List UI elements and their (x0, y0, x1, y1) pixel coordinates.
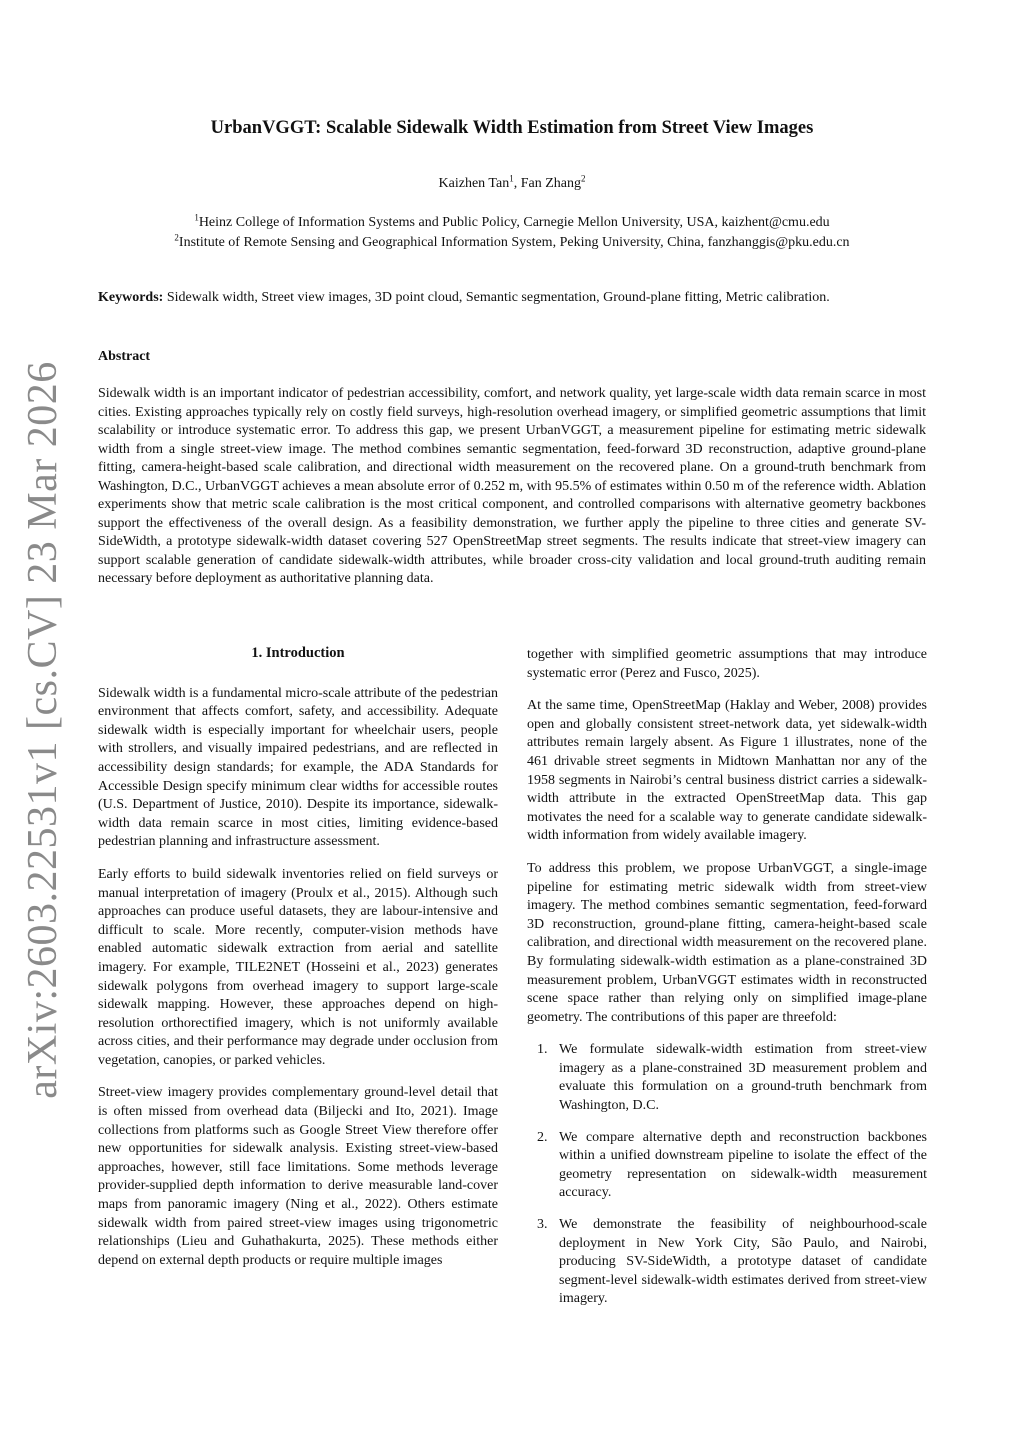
arxiv-identifier: arXiv:2603.22531v1 [cs.CV] 23 Mar 2026 (20, 361, 67, 1099)
author-separator: , (513, 176, 521, 191)
keywords-line (98, 290, 928, 306)
author-line (98, 173, 926, 192)
contributions-list (527, 1041, 927, 1309)
paper-title: UrbanVGGT: Scalable Sidewalk Width Estimation from Street View Images (210, 118, 814, 138)
left-column (98, 644, 498, 1284)
list-text: We demonstrate the feasibility of neighbourhood-scale deployment in New York City, São Paulo, and Nairobi, producing SV-SideWidth, a prototype dataset of candidate segment-level sidewalk-width estimates derived from street-view imagery. (559, 1217, 927, 1307)
list-number: 3. (537, 1217, 548, 1233)
section-heading-introduction: 1. Introduction (251, 645, 345, 661)
affiliation-mark: 1 (194, 212, 199, 223)
keywords-text: Sidewalk width, Street view images, 3D point cloud, Semantic segmentation, Ground-plane fitting, Metric calibration. (163, 290, 830, 305)
arxiv-sidebar-stamp (12, 361, 74, 1099)
paragraph: together with simplified geometric assumptions that may introduce systematic error (Perez and Fusco, 2025). (527, 647, 927, 681)
paragraph: To address this problem, we propose UrbanVGGT, a single-image pipeline for estimating metric sidewalk width from street-view imagery. The method combines semantic segmentation, feed-forward 3D reconstruction, ground-plane fitting, camera-height-based scale calibration, and directional width measurement on the recovered plane. By formulating sidewalk-width estimation as a plane-constrained 3D measurement problem, UrbanVGGT estimates width in reconstructed scene space rather than relying only on simplified image-plane geometry. The contributions of this paper are threefold: (527, 860, 927, 1025)
affiliation-mark: 2 (174, 232, 179, 243)
keywords-label: Keywords: (98, 290, 164, 305)
abstract-text: Sidewalk width is an important indicator of pedestrian accessibility, comfort, and network quality, yet large-scale width data remain scarce in most cities. Existing approaches typically rely on costly field surveys, high-resolution overhead imagery, or simplified geometric assumptions that limit scalability or introduce systematic error. To address this gap, we present UrbanVGGT, a measurement pipeline for estimating metric sidewalk width from a single street-view image. The method combines semantic segmentation, feed-forward 3D reconstruction, adaptive ground-plane fitting, camera-height-based scale calibration, and directional width measurement on the recovered plane. On a ground-truth benchmark from Washington, D.C., UrbanVGGT achieves a mean absolute error of 0.252 m, with 95.5% of estimates within 0.50 m of the reference width. Ablation experiments show that metric scale calibration is the most critical component, and controlled comparisons with alternative geometry backbones support the effectiveness of the overall design. As a feasibility demonstration, we further apply the pipeline to three cities and generate SV-SideWidth, a prototype sidewalk-width dataset covering 527 OpenStreetMap street segments. The results indicate that street-view imagery can support scalable generation of candidate sidewalk-width attributes, while broader cross-city validation and local ground-truth auditing remain necessary before deployment as authoritative planning data. (98, 386, 926, 586)
list-text: We formulate sidewalk-width estimation from street-view imagery as a plane-constrained 3D measurement problem and evaluate this formulation on a ground-truth benchmark from Washington, D.C. (559, 1042, 927, 1114)
author-affil-mark: 1 (509, 173, 514, 184)
list-item (527, 1129, 927, 1203)
affiliation-1 (98, 212, 926, 231)
right-column (527, 646, 927, 1322)
affiliation-text: Heinz College of Information Systems and Public Policy, Carnegie Mellon University, USA, kaizhent@cmu.edu (198, 215, 830, 230)
author-name: Fan Zhang (520, 176, 581, 191)
author-affil-mark: 2 (580, 173, 586, 184)
abstract-heading: Abstract (98, 349, 151, 364)
affiliation-text: Institute of Remote Sensing and Geographical Information System, Peking University, China, fanzhanggis@pku.edu.cn (178, 235, 850, 250)
paragraph: Early efforts to build sidewalk inventories relied on field surveys or manual interpretation of imagery (Proulx et al., 2015). Although such approaches can produce useful datasets, they are labour-intensive and difficult to scale. More recently, computer-vision methods have enabled automatic sidewalk extraction from aerial and satellite imagery. For example, TILE2NET (Hosseini et al., 2023) generates sidewalk polygons from overhead imagery to support large-scale sidewalk mapping. However, these approaches depend on high-resolution orthorectified imagery, which is not uniformly available across cities, and their performance may degrade under occlusion from vegetation, canopies, or parked vehicles. (98, 866, 498, 1068)
list-item (527, 1216, 927, 1309)
list-number: 2. (537, 1129, 548, 1145)
author-name: Kaizhen Tan (438, 176, 510, 191)
list-item (527, 1041, 927, 1115)
affiliation-2 (98, 232, 926, 251)
list-number: 1. (537, 1042, 548, 1058)
paragraph: Sidewalk width is a fundamental micro-scale attribute of the pedestrian environment that affects comfort, safety, and accessibility. Adequate sidewalk width is especially important for wheelchair users, people with strollers, and visually impaired pedestrians, and are reflected in accessibility design standards; for example, the ADA Standards for Accessible Design specify minimum clear widths for accessible routes (U.S. Department of Justice, 2010). Despite its importance, sidewalk-width data remain scarce in most cities, limiting evidence-based pedestrian planning and infrastructure assessment. (98, 685, 498, 850)
list-text: We compare alternative depth and reconstruction backbones within a unified downstream pipeline to isolate the effect of the geometry representation on sidewalk-width measurement accuracy. (559, 1129, 927, 1201)
paragraph: Street-view imagery provides complementary ground-level detail that is often missed from overhead data (Biljecki and Ito, 2021). Image collections from platforms such as Google Street View therefore offer new opportunities for sidewalk analysis. Existing street-view-based approaches, however, still face limitations. Some methods leverage provider-supplied depth information to derive measurable land-cover maps from panoramic imagery (Ning et al., 2022). Others estimate sidewalk width from paired street-view images using trigonometric relationships (Lieu and Guhathakurta, 2025). These methods either depend on external depth products or require multiple images (98, 1085, 498, 1268)
paragraph: At the same time, OpenStreetMap (Haklay and Weber, 2008) provides open and globally consistent street-network data, yet sidewalk-width attributes remain largely absent. As Figure 1 illustrates, none of the 461 drivable street segments in Midtown Manhattan nor any of the 1958 segments in Nairobi’s central business district carries a sidewalk-width attribute in the extracted OpenStreetMap data. This gap motivates the need for a scalable way to generate candidate sidewalk-width information from widely available imagery. (527, 698, 927, 844)
